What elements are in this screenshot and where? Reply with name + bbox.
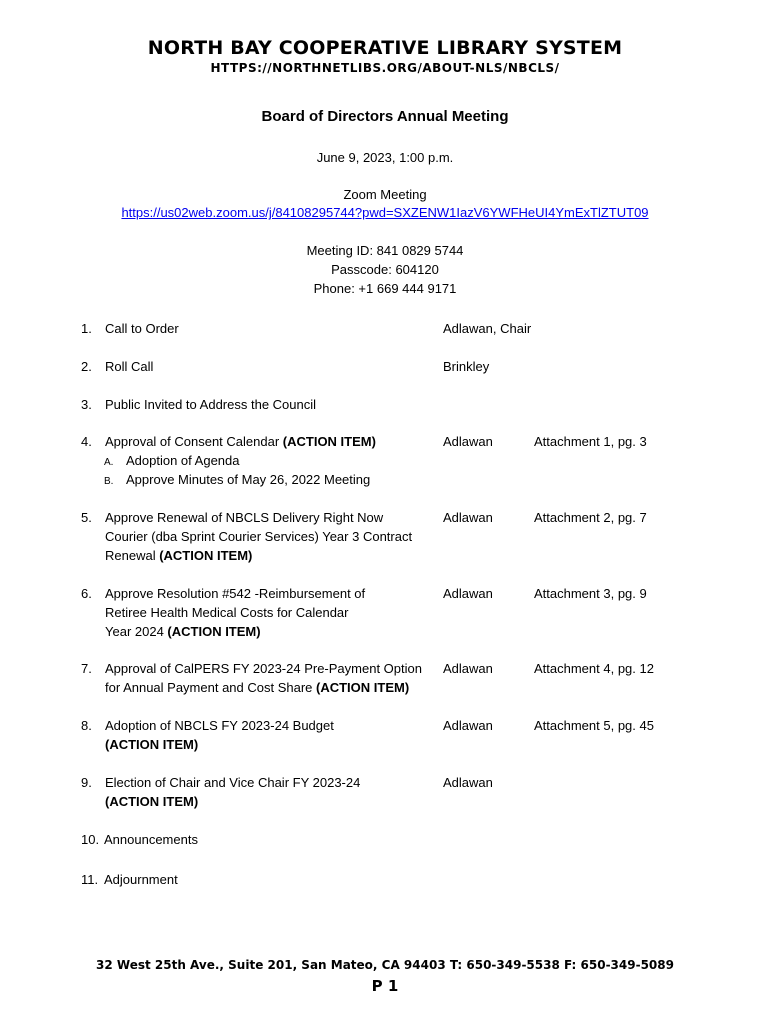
agenda-item-presenter: Brinkley <box>443 359 490 374</box>
agenda-item-number: 4. <box>81 434 92 449</box>
meeting-phone: Phone: +1 669 444 9171 <box>313 281 457 296</box>
zoom-meeting-label: Zoom Meeting <box>343 187 427 202</box>
agenda-item-text: Adjournment <box>104 872 178 887</box>
agenda-item-presenter: Adlawan, Chair <box>443 321 532 336</box>
subitem-text: Adoption of Agenda <box>126 453 240 468</box>
agenda-item-text: Approval of CalPERS FY 2023-24 Pre-Payment Option for Annual Payment and Cost Share (ACTION ITEM) <box>105 661 422 695</box>
agenda-item-number: 8. <box>81 718 92 733</box>
agenda-item-number: 10. <box>81 832 100 847</box>
subitem-text: Approve Minutes of May 26, 2022 Meeting <box>126 472 371 487</box>
organization-url[interactable]: HTTPS://NORTHNETLIBS.ORG/ABOUT-NLS/NBCLS/ <box>210 61 560 75</box>
agenda-item-text: Approve Renewal of NBCLS Delivery Right Now Courier (dba Sprint Courier Services) Year 3 Contract Renewal (ACTION ITEM) <box>105 510 413 563</box>
agenda-item-presenter: Adlawan <box>443 434 493 449</box>
action-item-tag: (ACTION ITEM) <box>167 624 261 639</box>
agenda-item-text: Call to Order <box>105 321 179 336</box>
agenda-item-presenter: Adlawan <box>443 775 493 790</box>
agenda-item-text: Announcements <box>104 832 198 847</box>
action-item-tag: (ACTION ITEM) <box>105 737 199 752</box>
agenda-item-presenter: Adlawan <box>443 510 493 525</box>
meeting-date-time: June 9, 2023, 1:00 p.m. <box>316 150 454 165</box>
agenda-item-attachment: Attachment 2, pg. 7 <box>534 510 647 525</box>
agenda-item-text: Approval of Consent Calendar (ACTION ITEM) <box>105 434 376 449</box>
agenda-item-attachment: Attachment 4, pg. 12 <box>534 661 654 676</box>
agenda-item-number: 5. <box>81 510 92 525</box>
action-item-tag: (ACTION ITEM) <box>316 680 410 695</box>
agenda-item-number: 7. <box>81 661 92 676</box>
agenda-item-number: 9. <box>81 775 92 790</box>
agenda-item-attachment: Attachment 3, pg. 9 <box>534 586 647 601</box>
agenda-item-presenter: Adlawan <box>443 718 493 733</box>
agenda-item-number: 6. <box>81 586 92 601</box>
agenda-item-attachment: Attachment 5, pg. 45 <box>534 718 654 733</box>
agenda-item-text: Adoption of NBCLS FY 2023-24 Budget (ACTION ITEM) <box>105 718 334 752</box>
action-item-tag: (ACTION ITEM) <box>159 548 253 563</box>
subitem-letter: B. <box>104 476 114 487</box>
agenda-item-text: Election of Chair and Vice Chair FY 2023-24 (ACTION ITEM) <box>105 775 361 809</box>
action-item-tag: (ACTION ITEM) <box>282 434 376 449</box>
agenda-item-text: Public Invited to Address the Council <box>105 397 317 412</box>
agenda-item-presenter: Adlawan <box>443 586 493 601</box>
meeting-passcode: Passcode: 604120 <box>331 262 439 277</box>
agenda-item-text: Roll Call <box>105 359 154 374</box>
meeting-title: Board of Directors Annual Meeting <box>261 108 509 125</box>
agenda-item-number: 2. <box>81 359 92 374</box>
meeting-id: Meeting ID: 841 0829 5744 <box>306 243 464 258</box>
agenda-item-attachment: Attachment 1, pg. 3 <box>534 434 647 449</box>
agenda-item-number: 11. <box>81 872 99 887</box>
agenda-item-presenter: Adlawan <box>443 661 493 676</box>
agenda-item-number: 1. <box>81 321 92 336</box>
zoom-meeting-link[interactable]: https://us02web.zoom.us/j/84108295744?pwd=SXZENW1IazV6YWFHeUI4YmExTlZTUT09 <box>121 205 649 220</box>
organization-name: NORTH BAY COOPERATIVE LIBRARY SYSTEM <box>147 37 623 59</box>
subitem-letter: A. <box>104 457 114 468</box>
page-number: P 1 <box>371 977 399 995</box>
agenda-item-text: Approve Resolution #542 -Reimbursement of Retiree Health Medical Costs for Calendar Year 2024 (ACTION ITEM) <box>105 586 366 639</box>
agenda-item-number: 3. <box>81 397 92 412</box>
footer-address: 32 West 25th Ave., Suite 201, San Mateo, CA 94403 T: 650-349-5538 F: 650-349-5089 <box>96 958 674 972</box>
action-item-tag: (ACTION ITEM) <box>105 794 199 809</box>
